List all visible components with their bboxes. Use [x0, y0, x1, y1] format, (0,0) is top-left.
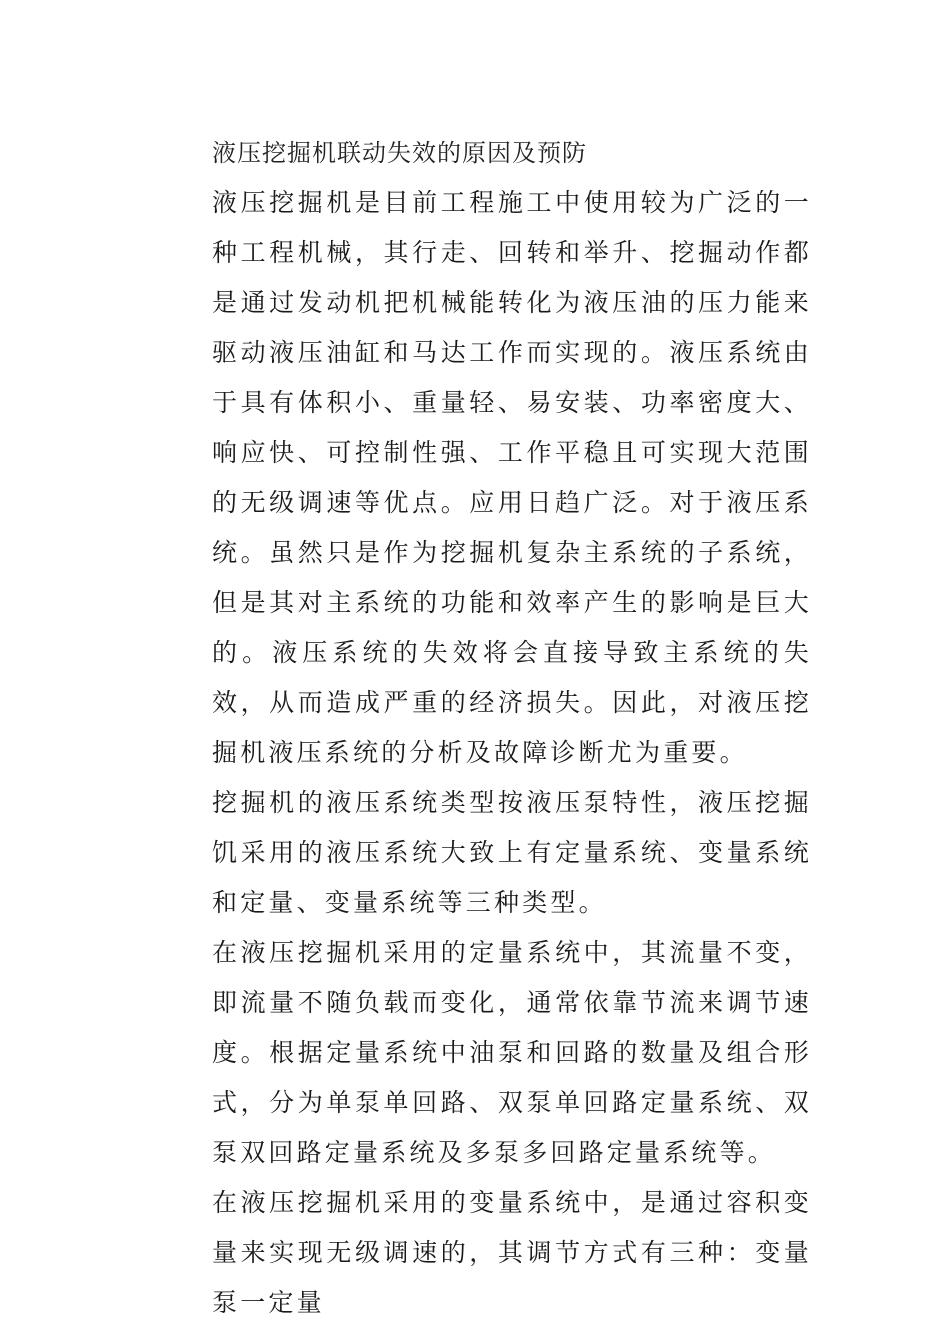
- document-body: [212, 128, 812, 1328]
- document-title: 液压挖掘机联动失效的原因及预防: [212, 139, 587, 167]
- paragraph-fixed-system: 在液压挖掘机采用的定量系统中，其流量不变，即流量不随负载而变化，通常依靠节流来调节速度。根据定量系统中油泵和回路的数量及组合形式，分为单泵单回路、双泵单回路定量系统、双泵双回路定量系统及多泵多回路定量系统等。: [212, 938, 812, 1167]
- paragraph-system-types: 挖掘机的液压系统类型按液压泵特性，液压挖掘饥采用的液压系统大致上有定量系统、变量系统和定量、变量系统等三种类型。: [212, 788, 812, 917]
- paragraph-variable-system: 在液压挖掘机采用的变量系统中，是通过容积变量来实现无级调速的，其调节方式有三种：变量泵一定量: [212, 1188, 812, 1317]
- paragraph-intro: 液压挖掘机是目前工程施工中使用较为广泛的一种工程机械，其行走、回转和举升、挖掘动作都是通过发动机把机械能转化为液压油的压力能来驱动液压油缸和马达工作而实现的。液压系统由于具有体积小、重量轻、易安装、功率密度大、响应快、可控制性强、工作平稳且可实现大范围的无级调速等优点。应用日趋广泛。对于液压系统。虽然只是作为挖掘机复杂主系统的子系统，但是其对主系统的功能和效率产生的影响是巨大的。液压系统的失效将会直接导致主系统的失效，从而造成严重的经济损失。因此，对液压挖掘机液压系统的分析及故障诊断尤为重要。: [212, 188, 812, 767]
